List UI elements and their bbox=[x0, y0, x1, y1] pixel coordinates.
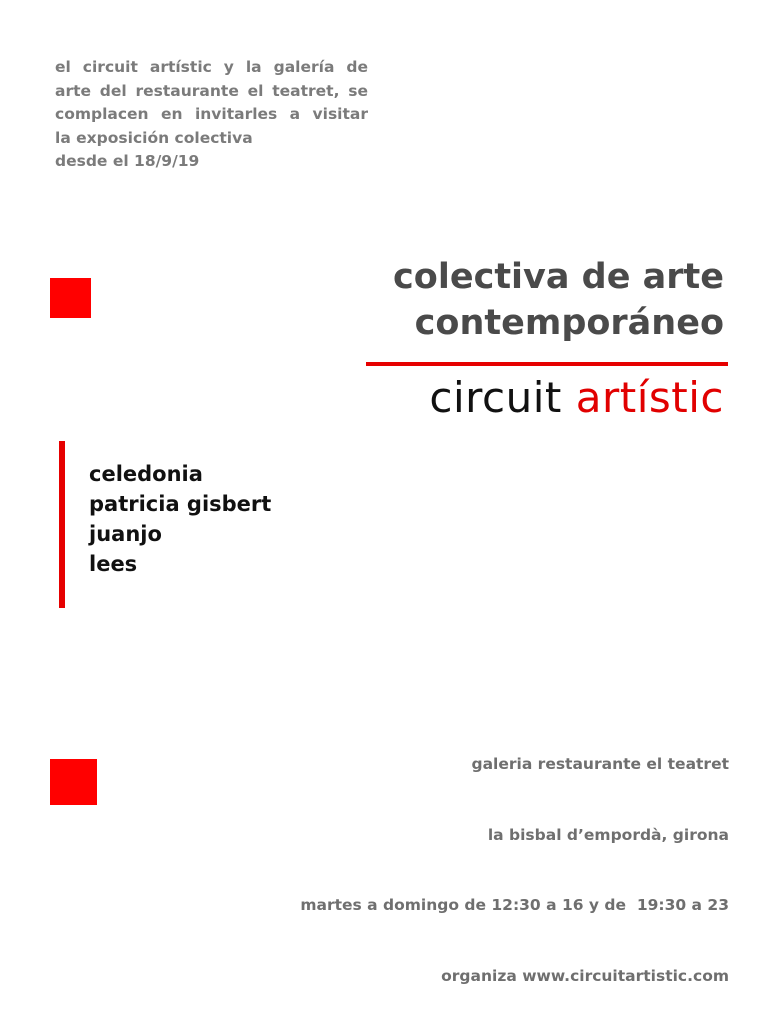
artist-name: lees bbox=[89, 552, 138, 576]
invitation-intro bbox=[55, 56, 368, 174]
artist-name: celedonia bbox=[89, 462, 203, 486]
artist-name: patricia gisbert bbox=[89, 492, 272, 516]
organizer-website: organiza www.circuitartistic.com bbox=[441, 966, 729, 985]
venue-info bbox=[300, 706, 729, 1012]
intro-date-line: desde el 18/9/19 bbox=[55, 152, 200, 170]
intro-line-4: la exposición colectiva bbox=[55, 128, 253, 147]
red-square-decoration-top bbox=[50, 278, 91, 318]
brand-logo-text bbox=[429, 372, 724, 424]
red-vertical-bar bbox=[59, 441, 65, 608]
exhibition-title-line-2: contemporáneo bbox=[414, 303, 724, 343]
venue-hours: martes a domingo de 12:30 a 16 y de 19:30 a 23 bbox=[300, 896, 729, 914]
brand-word-circuit: circuit bbox=[429, 373, 562, 422]
red-divider-rule bbox=[366, 362, 728, 366]
intro-line-1: el circuit artístic y la galería de bbox=[55, 58, 368, 76]
venue-location: la bisbal d’empordà, girona bbox=[487, 825, 729, 844]
intro-line-2: arte del restaurante el teatret, se bbox=[55, 81, 368, 100]
artist-list bbox=[89, 459, 271, 579]
brand-word-artistic: artístic bbox=[575, 373, 724, 422]
exhibition-title-line-1: colectiva de arte bbox=[393, 257, 724, 297]
intro-line-3: complacen en invitarles a visitar bbox=[55, 105, 368, 123]
red-square-decoration-bottom bbox=[50, 759, 97, 805]
exhibition-title bbox=[393, 254, 724, 346]
artist-name: juanjo bbox=[89, 522, 162, 546]
venue-name: galeria restaurante el teatret bbox=[471, 755, 729, 773]
